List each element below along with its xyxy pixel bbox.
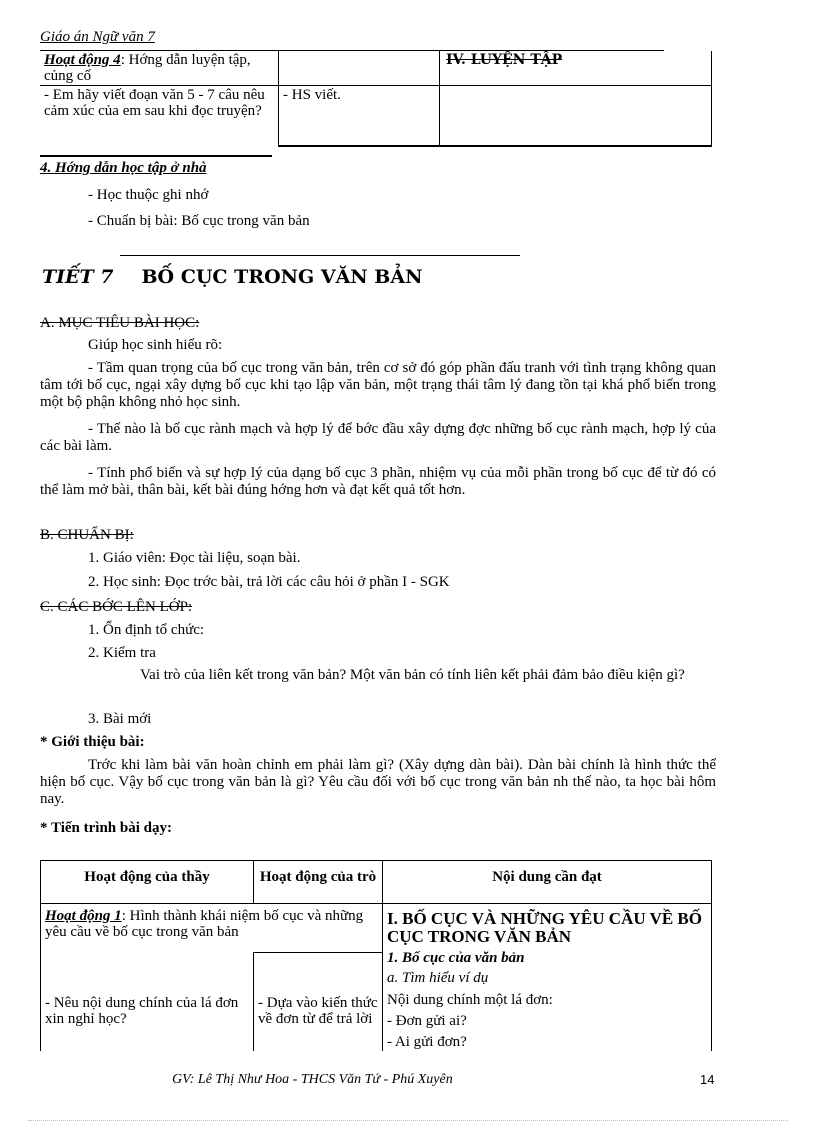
step-item: 3. Bài mới — [88, 711, 152, 727]
top-table-content-cell — [440, 51, 712, 86]
content-line: Nội dung chính một lá đơn: — [387, 992, 553, 1008]
top-table-answer-cell: - HS viết. — [279, 86, 440, 147]
section-divider — [120, 255, 520, 256]
content-cell — [383, 904, 712, 1052]
footer-author: GV: Lê Thị Như Hoa - THCS Văn Tứ - Phú Xuyên — [172, 1072, 453, 1087]
objective-paragraph: - Thế nào là bố cục rành mạch và hợp lý để bớc đầu xây dựng đợc những bố cục rành mạch, hợp lý của các bài làm. — [40, 421, 716, 454]
content-sub1: 1. Bố cục của văn bản — [387, 950, 525, 966]
content-line: - Đơn gửi ai? — [387, 1013, 467, 1029]
content-line: - Ai gửi đơn? — [387, 1034, 467, 1050]
check-question: Vai trò của liên kết trong văn bản? Một văn bản có tính liên kết phải đảm bảo điều kiện gì? — [140, 667, 685, 683]
activity-4-title: Hoạt động 4 — [44, 52, 121, 68]
page-number: 14 — [700, 1072, 715, 1087]
prep-item: 1. Giáo viên: Đọc tài liệu, soạn bài. — [88, 550, 301, 566]
content-heading: I. BỐ CỤC VÀ NHỮNG YÊU CẦU VỀ BỐ CỤC TRONG VĂN BẢN — [387, 909, 702, 946]
content-sub1a: a. Tìm hiểu ví dụ — [387, 970, 489, 986]
section-a-heading: A. MỤC TIÊU BÀI HỌC: — [40, 315, 200, 331]
practice-heading: IV. LUYỆN TẬP — [446, 52, 563, 68]
objective-paragraph: - Tính phổ biến và sự hợp lý của dạng bố cục 3 phần, nhiệm vụ của mỗi phần trong bố cục để từ đó có thể làm mở bài, thân bài, kết bài đúng hớng hơn và đạt kết quả tốt hơn. — [40, 465, 716, 498]
page-header: Giáo án Ngữ văn 7 — [40, 29, 155, 45]
step-item: 1. Ổn định tổ chức: — [88, 622, 205, 638]
top-table-bottom-line — [40, 155, 272, 157]
activity-1-cell — [41, 904, 383, 953]
top-table — [40, 51, 712, 147]
activity-4-desc: : Hớng dẫn luyện tập, củng cố — [44, 52, 251, 84]
col-header-content: Nội dung cần đạt — [383, 861, 712, 904]
lesson-table — [40, 860, 712, 1051]
lesson-name: BỐ CỤC TRONG VĂN BẢN — [141, 266, 423, 288]
homework-item: - Chuẩn bị bài: Bố cục trong văn bản — [88, 213, 310, 229]
top-table-empty-cell — [440, 86, 712, 147]
page-bottom-divider — [28, 1120, 788, 1121]
step-item: 2. Kiểm tra — [88, 645, 156, 661]
section-a-intro: Giúp học sinh hiểu rõ: — [88, 337, 223, 353]
top-table-activity-cell — [40, 51, 279, 86]
top-table-question-cell: - Em hãy viết đoạn văn 5 - 7 câu nêu cảm xúc của em sau khi đọc truyện? — [40, 86, 279, 147]
intro-text: Trớc khi làm bài văn hoàn chỉnh em phải làm gì? (Xây dựng dàn bài). Dàn bài chính là hình thức thể hiện bố cục. Vậy bố cục trong văn bản là gì? Yêu cầu đối với bố cục trong văn bản nh thế nào, ta học bài hôm nay. — [40, 757, 716, 807]
col-header-teacher: Hoạt động của thầy — [41, 861, 254, 904]
student-answer-cell: - Dựa vào kiến thức về đơn từ để trả lời — [254, 953, 383, 1051]
process-heading: * Tiến trình bài dạy: — [40, 820, 172, 836]
prep-item: 2. Học sinh: Đọc trớc bài, trả lời các câu hỏi ở phần I - SGK — [88, 574, 450, 590]
activity-1-desc: : Hình thành khái niệm bố cục và những yêu cầu về bố cục trong văn bản — [45, 908, 364, 940]
section-b-heading: B. CHUẨN BỊ: — [40, 527, 134, 543]
activity-1-title: Hoạt động 1 — [45, 908, 122, 924]
homework-item: - Học thuộc ghi nhớ — [88, 187, 209, 203]
col-header-student: Hoạt động của trò — [254, 861, 383, 904]
objective-paragraph: - Tầm quan trọng của bố cục trong văn bản, trên cơ sở đó góp phần đấu tranh với tình trạng không quan tâm tới bố cục, ngại xây dựng bố cục khi tạo lập văn bản, một trạng thái tâm lý đang tồn tại khá phổ biến trong một bộ phận không nhỏ học sinh. — [40, 360, 716, 410]
top-table-student-cell — [279, 51, 440, 86]
teacher-question-cell: - Nêu nội dung chính của lá đơn xin nghỉ học? — [41, 953, 254, 1051]
homework-heading: 4. Hớng dẫn học tập ở nhà — [40, 160, 207, 176]
lesson-label: TIẾT 7 — [42, 266, 114, 288]
section-c-heading: C. CÁC BỚC LÊN LỚP: — [40, 599, 193, 615]
intro-heading: * Giới thiệu bài: — [40, 734, 145, 750]
lesson-title — [42, 266, 422, 288]
